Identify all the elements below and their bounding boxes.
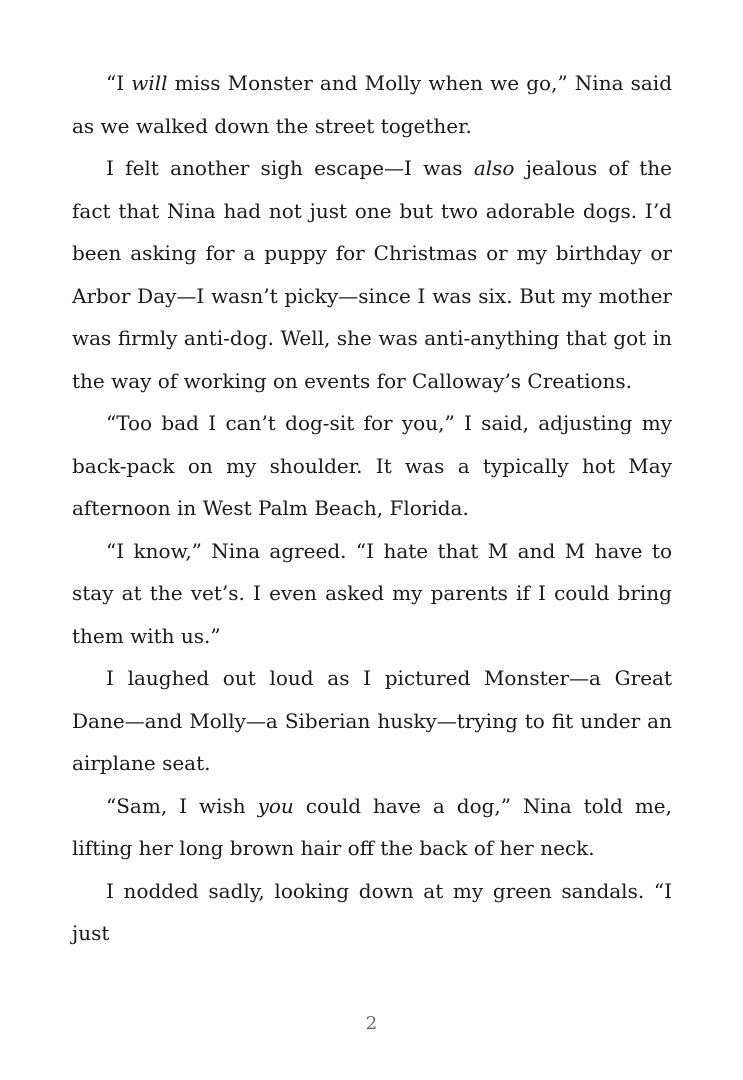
paragraph-3-text: “Too bad I can’t dog-sit for you,” I said, adjusting my back-pack on my shoulder. It was a typically hot May afternoon in West Palm Beach, Florida. bbox=[72, 411, 672, 520]
paragraph-2-emphasis: also bbox=[473, 156, 515, 180]
body-text bbox=[72, 62, 672, 955]
paragraph-6-text-1: “Sam, I wish bbox=[106, 793, 258, 818]
paragraph-2-text-2: jealous of the fact that Nina had not just one but two adorable dogs. I’d been asking for a puppy for Christmas or my birthday or Arbor Day—I wasn’t picky—since I was six. But my mother was firmly anti-dog. Well, she was anti-anything that got in the way of working on events for Calloway’s Creations. bbox=[72, 156, 673, 393]
paragraph-5 bbox=[72, 657, 672, 785]
paragraph-6-text-2: could have a dog,” Nina told me, lifting her long brown hair off the back of her neck. bbox=[72, 793, 672, 860]
paragraph-1-text-1: “I bbox=[106, 71, 132, 95]
paragraph-2-text-1: I felt another sigh escape—I was bbox=[106, 156, 474, 180]
paragraph-7-text: I nodded sadly, looking down at my green sandals. “I just bbox=[72, 878, 672, 945]
paragraph-1-emphasis: will bbox=[131, 71, 168, 95]
paragraph-6-emphasis: you bbox=[257, 793, 294, 818]
paragraph-1-text-2: miss Monster and Molly when we go,” Nina said as we walked down the street together. bbox=[72, 71, 673, 138]
paragraph-4 bbox=[72, 530, 672, 658]
paragraph-1 bbox=[72, 62, 672, 147]
paragraph-5-text: I laughed out loud as I pictured Monster—a Great Dane—and Molly—a Siberian husky—trying to fit under an airplane seat. bbox=[72, 666, 672, 775]
paragraph-3 bbox=[72, 402, 672, 530]
page-number: 2 bbox=[365, 1013, 378, 1034]
paragraph-7 bbox=[72, 870, 672, 955]
paragraph-4-text: “I know,” Nina agreed. “I hate that M and M have to stay at the vet’s. I even asked my parents if I could bring them with us.” bbox=[72, 538, 672, 648]
paragraph-2 bbox=[72, 147, 672, 402]
paragraph-6 bbox=[72, 785, 672, 870]
